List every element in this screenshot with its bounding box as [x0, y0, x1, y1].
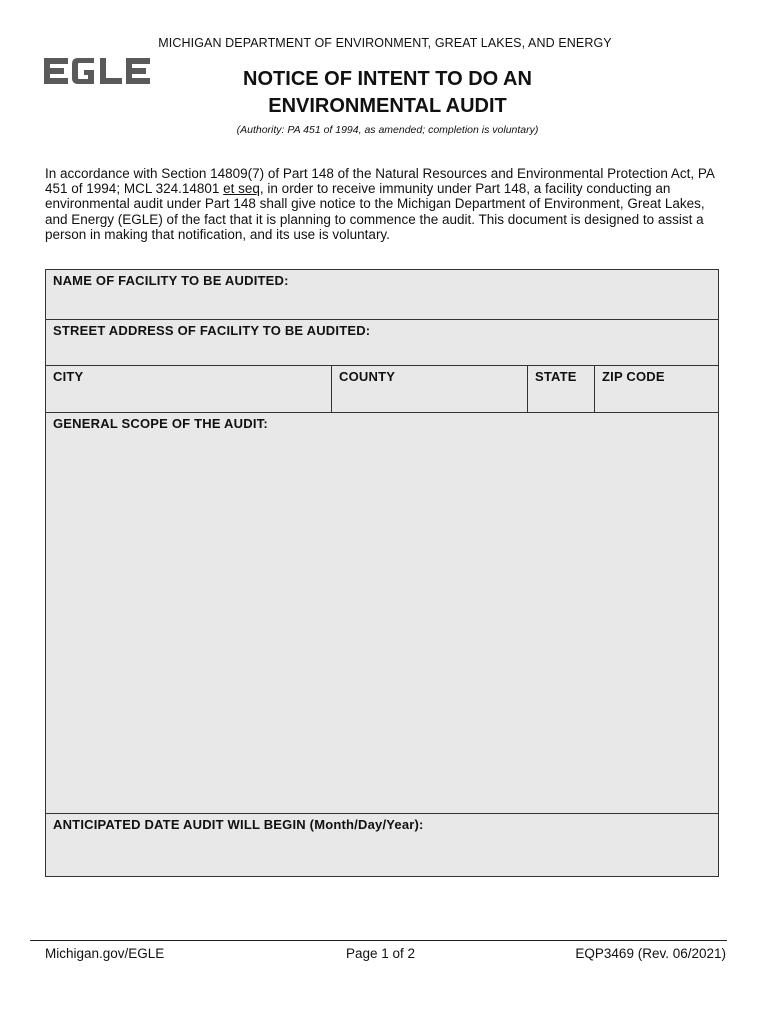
- city-label: CITY: [53, 369, 84, 384]
- audit-start-date-field[interactable]: [46, 814, 718, 876]
- county-field[interactable]: [331, 366, 527, 412]
- intro-et-seq: et seq: [223, 181, 260, 197]
- state-label: STATE: [535, 369, 577, 384]
- state-field[interactable]: [527, 366, 594, 412]
- street-address-label: STREET ADDRESS OF FACILITY TO BE AUDITED:: [53, 323, 371, 338]
- footer-page-number: Page 1 of 2: [346, 946, 416, 961]
- county-label: COUNTY: [339, 369, 396, 384]
- intro-paragraph: [45, 166, 730, 242]
- facility-name-label: NAME OF FACILITY TO BE AUDITED:: [53, 273, 289, 288]
- footer-website: Michigan.gov/EGLE: [45, 946, 165, 961]
- title-line-2: ENVIRONMENTAL AUDIT: [268, 95, 507, 117]
- street-address-field[interactable]: [46, 320, 718, 366]
- zip-code-field[interactable]: [594, 366, 718, 412]
- title-line-1: NOTICE OF INTENT TO DO AN: [243, 68, 532, 90]
- egle-logo-graphic: [44, 55, 150, 87]
- audit-start-date-label: ANTICIPATED DATE AUDIT WILL BEGIN (Month/Day/Year):: [53, 817, 424, 832]
- footer-form-number: EQP3469 (Rev. 06/2021): [575, 946, 726, 961]
- location-row: [46, 366, 718, 413]
- city-field[interactable]: [46, 366, 331, 412]
- egle-logo: [44, 55, 150, 87]
- audit-scope-field[interactable]: [46, 413, 718, 814]
- zip-code-label: ZIP CODE: [602, 369, 665, 384]
- authority-note: (Authority: PA 451 of 1994, as amended; completion is voluntary): [236, 124, 539, 136]
- footer-divider: [30, 940, 727, 941]
- audit-form: [45, 269, 719, 877]
- facility-name-field[interactable]: [46, 270, 718, 320]
- audit-scope-label: GENERAL SCOPE OF THE AUDIT:: [53, 416, 268, 431]
- form-title: [150, 66, 625, 120]
- intro-text-part-2: , in order to receive immunity under Part 148, a facility conducting an environmental audit under Part 148 shall give notice to the Michigan Department of Environment, Great Lakes, and Energy (EGLE) of the fact that it is planning to commence the audit. This document is designed to assist a person in making that notification, and its use is voluntary.: [45, 181, 705, 242]
- department-name: MICHIGAN DEPARTMENT OF ENVIRONMENT, GREAT LAKES, AND ENERGY: [158, 36, 612, 50]
- intro-text-part-1: In accordance with Section 14809(7) of Part 148 of the Natural Resources and Environmental Protection Act, PA 451 of 1994; MCL 324.14801: [45, 166, 715, 197]
